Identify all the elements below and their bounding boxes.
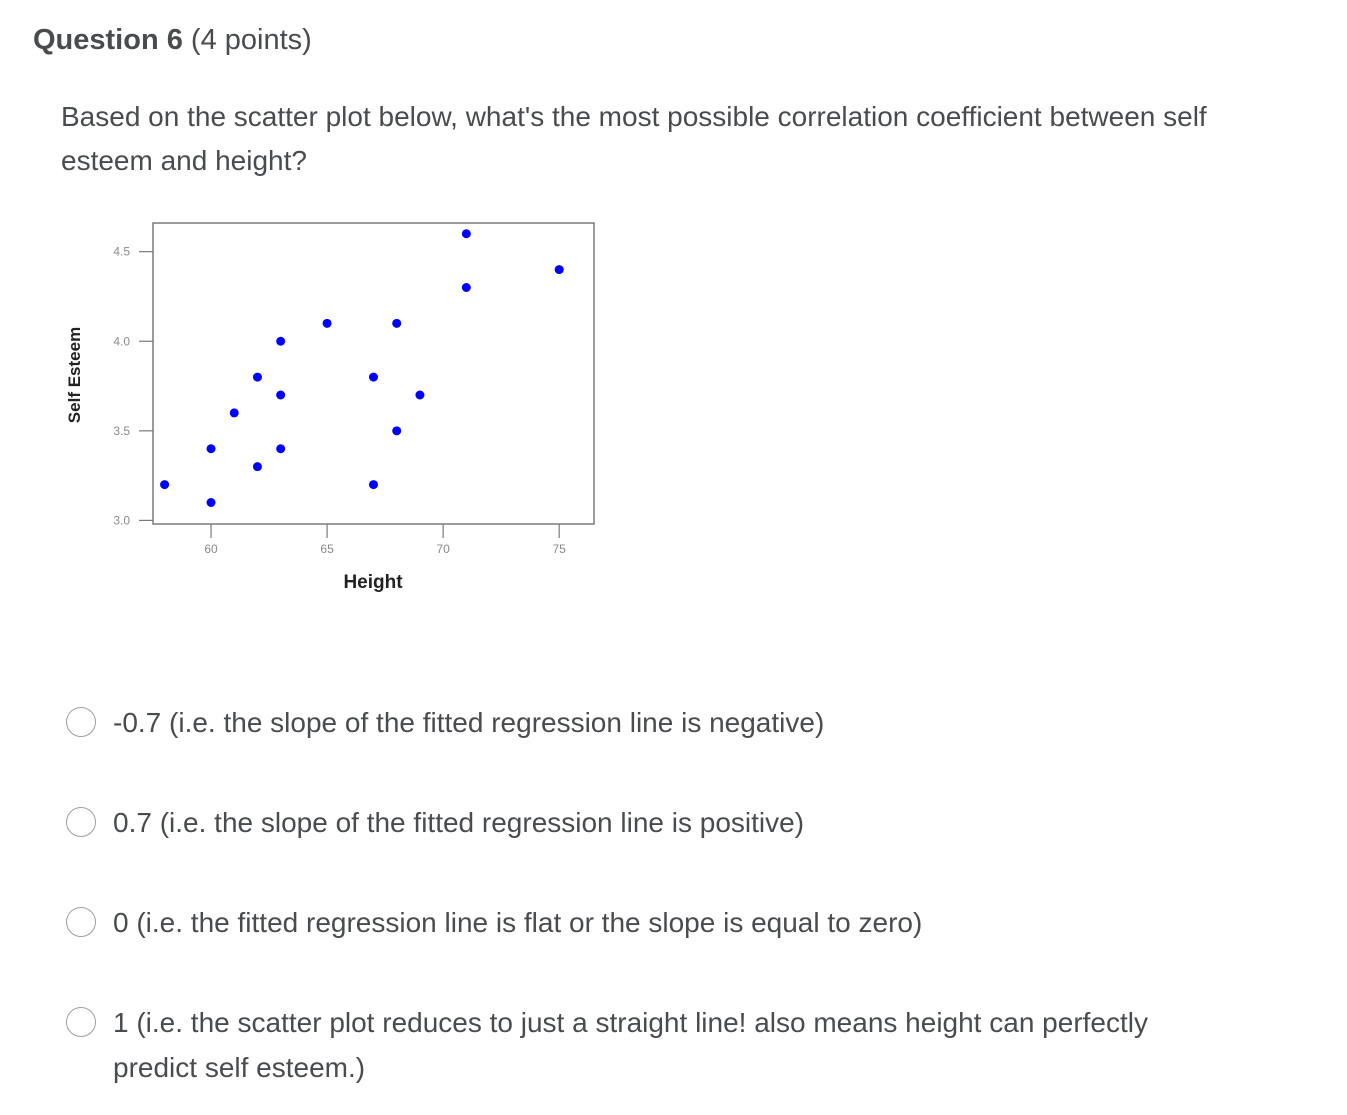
data-point bbox=[160, 480, 169, 489]
answer-option-label: -0.7 (i.e. the slope of the fitted regression line is negative) bbox=[113, 707, 825, 738]
scatter-plot bbox=[55, 205, 615, 615]
data-point bbox=[230, 408, 239, 417]
y-axis-label: Self Esteem bbox=[65, 326, 84, 424]
data-point bbox=[555, 265, 564, 274]
radio-button[interactable] bbox=[66, 1007, 96, 1037]
answer-option-3[interactable] bbox=[66, 900, 1266, 945]
data-point bbox=[462, 283, 471, 292]
data-point bbox=[392, 426, 401, 435]
data-point bbox=[369, 480, 378, 489]
data-point bbox=[415, 391, 424, 400]
answer-option-2[interactable] bbox=[66, 800, 1266, 845]
data-point bbox=[392, 319, 401, 328]
answer-option-label: 0 (i.e. the fitted regression line is flat or the slope is equal to zero) bbox=[113, 907, 923, 938]
scatter-plot-svg bbox=[55, 205, 615, 615]
data-point bbox=[253, 373, 262, 382]
y-tick-label: 3.0 bbox=[113, 513, 130, 528]
question-prompt: Based on the scatter plot below, what's the most possible correlation coefficient between self esteem and height? bbox=[61, 101, 1207, 176]
data-point bbox=[276, 391, 285, 400]
question-title: Question 6 bbox=[33, 24, 183, 56]
data-point bbox=[462, 229, 471, 238]
data-point bbox=[323, 319, 332, 328]
answer-option-4[interactable] bbox=[66, 1000, 1266, 1090]
y-tick-label: 3.5 bbox=[113, 423, 130, 438]
question-header bbox=[33, 20, 312, 60]
data-point bbox=[207, 498, 216, 507]
x-tick-label: 70 bbox=[436, 542, 450, 556]
data-point bbox=[369, 373, 378, 382]
question-points: (4 points) bbox=[190, 24, 312, 56]
answer-option-1[interactable] bbox=[66, 700, 1266, 745]
data-point bbox=[253, 462, 262, 471]
x-tick-label: 65 bbox=[320, 542, 334, 556]
x-tick-label: 60 bbox=[204, 542, 218, 556]
radio-button[interactable] bbox=[66, 807, 96, 837]
radio-button[interactable] bbox=[66, 907, 96, 937]
data-point bbox=[207, 444, 216, 453]
data-point bbox=[276, 337, 285, 346]
radio-button[interactable] bbox=[66, 707, 96, 737]
answer-option-label: 1 (i.e. the scatter plot reduces to just a straight line! also means height can perfectly predict self esteem.) bbox=[113, 1007, 1148, 1083]
answer-option-label: 0.7 (i.e. the slope of the fitted regression line is positive) bbox=[113, 807, 805, 838]
x-tick-label: 75 bbox=[552, 542, 566, 556]
y-tick-label: 4.5 bbox=[113, 244, 130, 259]
y-tick-label: 4.0 bbox=[113, 334, 130, 349]
data-point bbox=[276, 444, 285, 453]
x-axis-label: Height bbox=[343, 572, 403, 593]
